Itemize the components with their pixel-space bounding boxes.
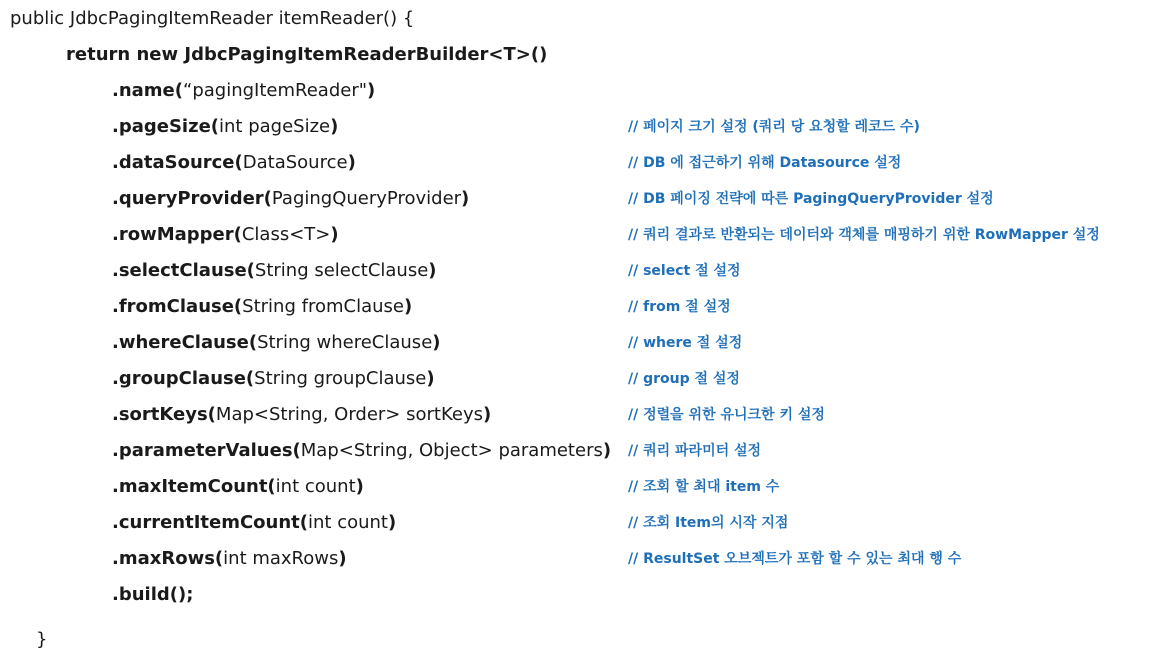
method-close: ) bbox=[432, 332, 441, 353]
method-close: ) bbox=[461, 188, 470, 209]
method-close: ) bbox=[355, 476, 364, 497]
method-close: ) bbox=[482, 404, 492, 425]
method-close: ) bbox=[602, 440, 612, 461]
method-name: .whereClause( bbox=[112, 332, 258, 353]
method-name: .build(); bbox=[112, 584, 194, 605]
method-params: String selectClause bbox=[254, 260, 429, 281]
method-params: int count bbox=[275, 476, 356, 497]
builder-call-selectclause bbox=[112, 259, 437, 283]
method-close: ) bbox=[367, 80, 376, 101]
method-params: String whereClause bbox=[257, 332, 433, 353]
method-name: .queryProvider( bbox=[112, 188, 272, 209]
comment-parametervalues: // 쿼리 파라미터 설정 bbox=[628, 443, 762, 459]
method-params: DataSource bbox=[242, 152, 348, 173]
method-name: .rowMapper( bbox=[112, 224, 242, 245]
comment-fromclause: // from 절 설정 bbox=[628, 299, 731, 315]
method-name: .maxRows( bbox=[112, 548, 224, 569]
builder-call-whereclause bbox=[112, 331, 441, 355]
builder-call-rowmapper bbox=[112, 223, 339, 247]
method-name: .fromClause( bbox=[112, 296, 243, 317]
builder-call-parametervalues bbox=[112, 439, 611, 463]
comment-groupclause: // group 절 설정 bbox=[628, 371, 740, 387]
builder-call-queryprovider bbox=[112, 187, 469, 211]
comment-currentitemcount: // 조회 Item의 시작 지점 bbox=[628, 515, 789, 531]
method-name: .selectClause( bbox=[112, 260, 255, 281]
builder-call-fromclause bbox=[112, 295, 412, 319]
method-close: ) bbox=[330, 116, 339, 137]
comment-rowmapper: // 쿼리 결과로 반환되는 데이터와 객체를 매핑하기 위한 RowMapper 설정 bbox=[628, 227, 1100, 243]
method-name: .currentItemCount( bbox=[112, 512, 309, 533]
method-params: Class<T> bbox=[241, 224, 331, 245]
method-close: ) bbox=[347, 152, 356, 173]
method-signature: public JdbcPagingItemReader itemReader() { bbox=[10, 8, 415, 29]
method-params: “pagingItemReader" bbox=[183, 80, 367, 101]
comment-queryprovider: // DB 페이징 전략에 따른 PagingQueryProvider 설정 bbox=[628, 191, 994, 207]
closing-brace: } bbox=[36, 629, 48, 650]
method-name: .pageSize( bbox=[112, 116, 220, 137]
comment-selectclause: // select 절 설정 bbox=[628, 263, 741, 279]
method-close: ) bbox=[388, 512, 397, 533]
method-params: String fromClause bbox=[242, 296, 404, 317]
builder-call-currentitemcount bbox=[112, 511, 396, 535]
method-name: .name( bbox=[112, 80, 183, 101]
method-params: String groupClause bbox=[254, 368, 427, 389]
comment-whereclause: // where 절 설정 bbox=[628, 335, 743, 351]
comment-pagesize: // 페이지 크기 설정 (쿼리 당 요청할 레코드 수) bbox=[628, 119, 920, 135]
method-name: .dataSource( bbox=[112, 152, 243, 173]
method-params: int count bbox=[308, 512, 388, 533]
method-name: .maxItemCount( bbox=[112, 476, 276, 497]
method-params: Map<String, Order> sortKeys bbox=[215, 404, 483, 425]
method-params: int pageSize bbox=[219, 116, 331, 137]
method-name: .sortKeys( bbox=[112, 404, 216, 425]
builder-call-build bbox=[112, 583, 193, 607]
method-name: .parameterValues( bbox=[112, 440, 301, 461]
builder-call-datasource bbox=[112, 151, 356, 175]
builder-call-groupclause bbox=[112, 367, 435, 391]
builder-call-maxrows bbox=[112, 547, 347, 571]
method-close: ) bbox=[338, 548, 347, 569]
method-params: Map<String, Object> parameters bbox=[300, 440, 603, 461]
method-params: PagingQueryProvider bbox=[271, 188, 462, 209]
builder-call-name bbox=[112, 79, 375, 103]
method-close: ) bbox=[403, 296, 413, 317]
builder-call-maxitemcount bbox=[112, 475, 364, 499]
method-close: ) bbox=[428, 260, 437, 281]
method-name: .groupClause( bbox=[112, 368, 255, 389]
builder-call-sortkeys bbox=[112, 403, 491, 427]
method-close: ) bbox=[426, 368, 435, 389]
comment-maxitemcount: // 조회 할 최대 item 수 bbox=[628, 479, 780, 495]
comment-sortkeys: // 정렬을 위한 유니크한 키 설정 bbox=[628, 407, 825, 423]
comment-maxrows: // ResultSet 오브젝트가 포함 할 수 있는 최대 행 수 bbox=[628, 551, 962, 567]
comment-datasource: // DB 에 접근하기 위해 Datasource 설정 bbox=[628, 155, 902, 171]
builder-call-pagesize bbox=[112, 115, 338, 139]
method-close: ) bbox=[330, 224, 339, 245]
return-statement: return new JdbcPagingItemReaderBuilder<T>() bbox=[66, 44, 548, 65]
method-params: int maxRows bbox=[223, 548, 339, 569]
